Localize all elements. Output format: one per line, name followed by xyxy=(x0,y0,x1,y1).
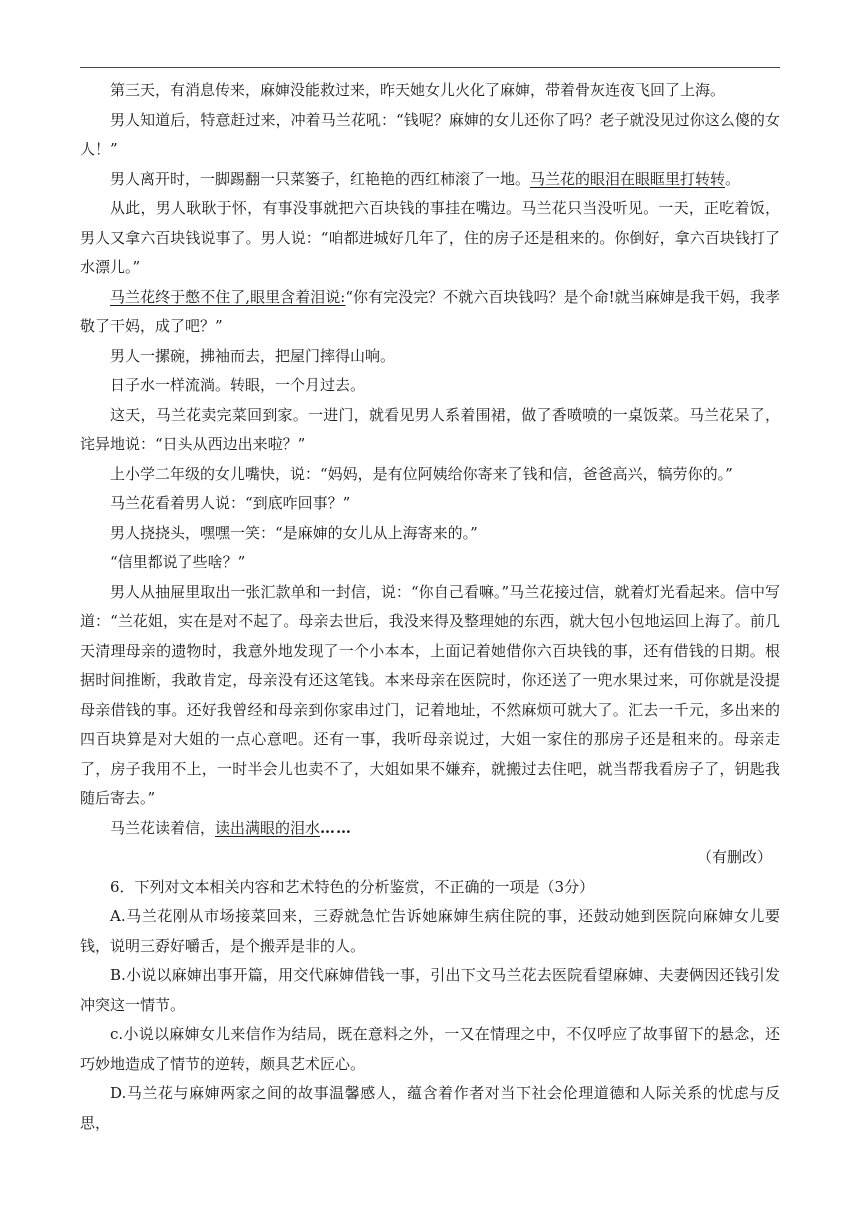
paragraph: 从此，男人耿耿于怀，有事没事就把六百块钱的事挂在嘴边。马兰花只当没听见。一天，正吃着饭，男人又拿六百块钱说事了。男人说：“咱都进城好几年了，住的房子还是租来的。你倒好，拿六百块钱打了水漂儿。” xyxy=(80,199,780,276)
paragraph: 男人知道后，特意赶过来，冲着马兰花吼：“钱呢？麻婶的女儿还你了吗？老子就没见过你这么傻的女人！” xyxy=(80,110,780,158)
paragraph: 男人挠挠头，嘿嘿一笑：“是麻婶的女儿从上海寄来的。” xyxy=(110,523,478,542)
header-rule xyxy=(80,67,780,68)
paragraph xyxy=(80,814,780,844)
ellipsis: …… xyxy=(320,818,353,837)
option-b: B.小说以麻婶出事开篇，用交代麻婶借钱一事，引出下文马兰花去医院看望麻婶、夫妻俩因还钱引发冲突这一情节。 xyxy=(80,966,780,1014)
paragraph: “信里都说了些啥？” xyxy=(110,553,246,571)
paragraph: 马兰花看着男人说：“到底咋回事？” xyxy=(110,494,351,512)
option-a: A.马兰花刚从市场接菜回来，三孬就急忙告诉她麻婶生病住院的事，还鼓动她到医院向麻婶女儿要钱，说明三孬好嚼舌，是个搬弄是非的人。 xyxy=(80,907,780,955)
document-body xyxy=(80,76,780,1138)
source-note: （有删改） xyxy=(696,848,772,866)
paragraph: 第三天，有消息传来，麻婶没能救过来，昨天她女儿火化了麻婶，带着骨灰连夜飞回了上海。 xyxy=(110,81,726,99)
paragraph xyxy=(80,165,780,195)
text-run: 男人离开时，一脚踢翻一只菜篓子，红艳艳的西红柿滚了一地。 xyxy=(110,169,531,188)
paragraph: 日子水一样流淌。转眼，一个月过去。 xyxy=(110,376,366,394)
paragraph: 男人一摞碗，拂袖而去，把屋门摔得山响。 xyxy=(110,346,396,365)
option-c: c.小说以麻婶女儿来信作为结局，既在意料之外，一又在情理之中，不仅呼应了故事留下的悬念，还巧妙地造成了情节的逆转，颇具艺术匠心。 xyxy=(80,1025,780,1073)
paragraph: 这天，马兰花卖完菜回到家。一进门，就看见男人系着围裙，做了香喷喷的一桌饭菜。马兰花呆了，诧异地说：“日头从西边出来啦？” xyxy=(80,405,780,453)
text-run: 马兰花读着信， xyxy=(110,818,216,837)
question-title: 6．下列对文本相关内容和艺术特色的分析鉴赏，不正确的一项是（3分） xyxy=(110,877,595,896)
option-d: D.马兰花与麻婶两家之间的故事温馨感人，蕴含着作者对当下社会伦理道德和人际关系的忧虑与反思， xyxy=(80,1084,780,1132)
text-run: “你有完没完？不就六百块钱吗？是个命!就当麻婶是我干妈，我孝敬了干妈，成了吧？” xyxy=(80,287,781,335)
underlined-text: 马兰花的眼泪在眼眶里打转转 xyxy=(530,169,726,188)
paragraph: 男人从抽屉里取出一张汇款单和一封信，说：“你自己看嘛。”马兰花接过信，就着灯光看起来。信中写道：“兰花姐，实在是对不起了。母亲去世后，我没来得及整理她的东西，就大包小包地运回上海了。前几天清理母亲的遗物时，我意外地发现了一个小本本，上面记着她借你六百块钱的事，还有借钱的日期。根据时间推断，我敢肯定，母亲没有还这笔钱。本来母亲在医院时，你还送了一兜水果过来，可你就是没提母亲借钱的事。还好我曾经和母亲到你家串过门，记着地址，不然麻烦可就大了。汇去一千元，多出来的四百块算是对大姐的一点心意吧。还有一事，我听母亲说过，大姐一家住的那房子还是租来的。母亲走了，房子我用不上，一时半会儿也卖不了，大姐如果不嫌弃，就搬过去住吧，就当帮我看房子了，钥匙我随后寄去。” xyxy=(80,582,780,807)
underlined-text: 读出满眼的泪水 xyxy=(215,818,321,837)
underlined-text: 马兰花终于憋不住了,眼里含着泪说: xyxy=(110,287,346,306)
paragraph xyxy=(80,283,780,342)
paragraph: 上小学二年级的女儿嘴快，说：“妈妈，是有位阿姨给你寄来了钱和信，爸爸高兴，犒劳你的。” xyxy=(110,464,733,483)
text-run: 。 xyxy=(725,169,741,188)
